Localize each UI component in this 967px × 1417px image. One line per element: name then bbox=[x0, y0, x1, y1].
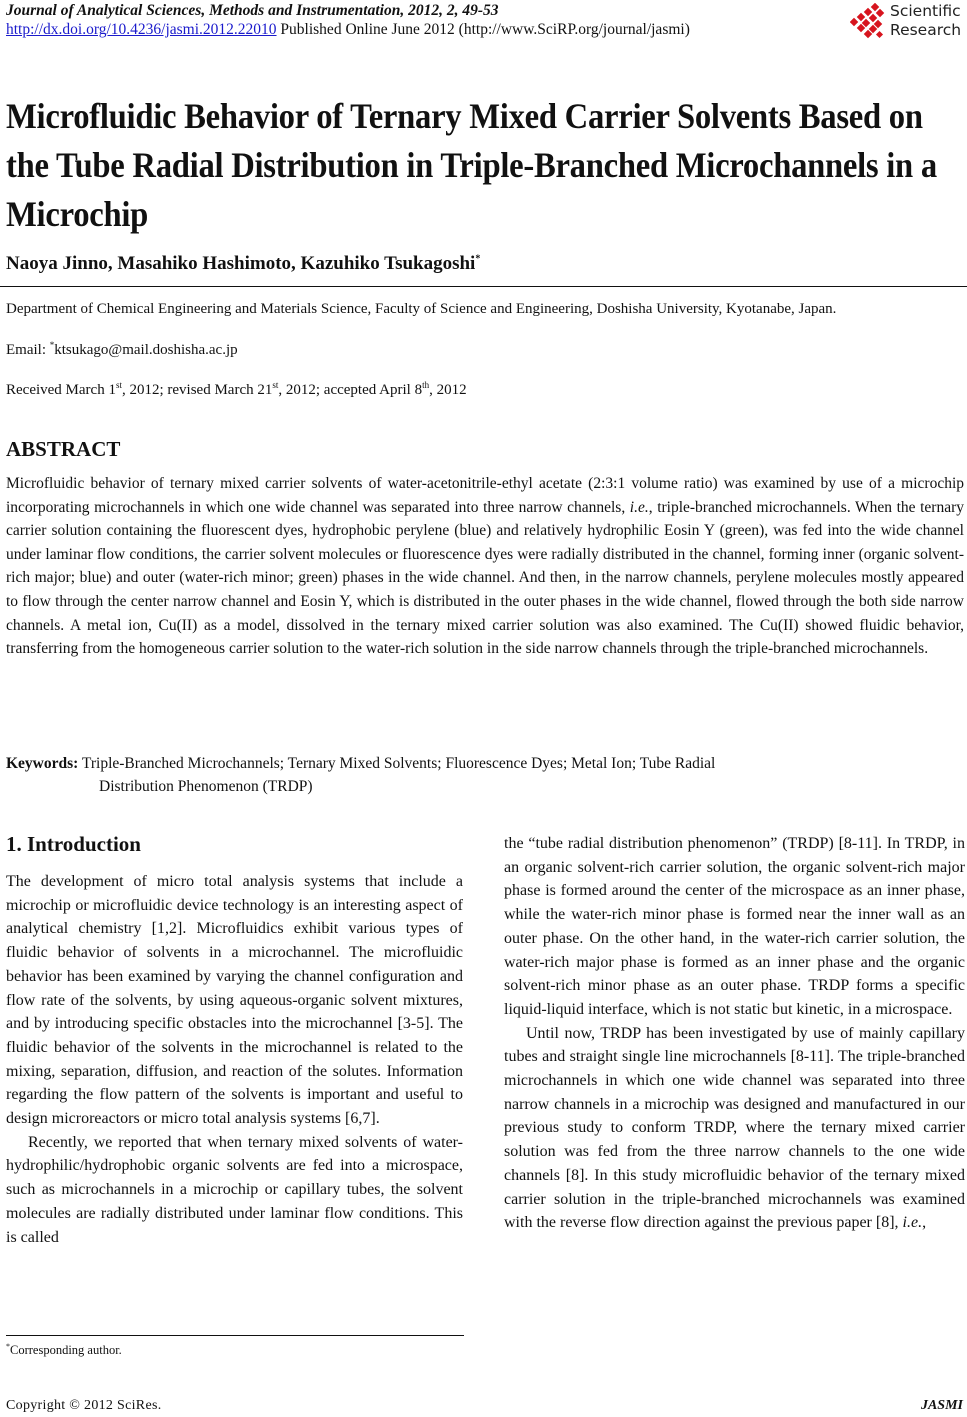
paragraph-ie: i.e. bbox=[902, 1214, 923, 1232]
header-divider bbox=[0, 286, 967, 287]
journal-abbreviation: JASMI bbox=[920, 1398, 963, 1413]
corresponding-mark: * bbox=[475, 253, 481, 265]
footnote-mark: * bbox=[6, 1342, 10, 1351]
ordinal: st bbox=[115, 380, 122, 390]
accepted-text: , 2012; accepted April 8 bbox=[278, 382, 423, 398]
paragraph: the “tube radial distribution phenomenon” (TRDP) [8-11]. In TRDP, in an organic solvent-rich carrier solution, the organic solvent-rich major phase is formed around the center of the microspace as an inner phase, while the water-rich minor phase is formed near the inner wall as an outer phase. On the other hand, in the water-rich carrier solution, the water-rich major phase is formed as an inner phase and the organic solvent-rich minor phase as an outer phase. TRDP forms a specific liquid-liquid interface, which is not static but kinetic, in a microspace. bbox=[504, 835, 965, 1018]
author-list bbox=[6, 253, 480, 275]
introduction-heading: 1. Introduction bbox=[6, 832, 141, 856]
article-title: Microfluidic Behavior of Ternary Mixed Carrier Solvents Based on the Tube Radial Distribution in Triple-Branched Microchannels in a Microchip bbox=[6, 96, 937, 234]
authors-text: Naoya Jinno, Masahiko Hashimoto, Kazuhiko Tsukagoshi bbox=[6, 253, 476, 274]
revised-text: , 2012; revised March 21 bbox=[121, 382, 273, 398]
email-address[interactable]: ktsukago@mail.doshisha.ac.jp bbox=[54, 342, 238, 358]
received-text: Received March 1 bbox=[6, 382, 116, 398]
year-text: , 2012 bbox=[429, 382, 467, 398]
abstract-body bbox=[6, 472, 964, 661]
received-dates bbox=[6, 380, 467, 399]
paragraph: Recently, we reported that when ternary mixed solvents of water-hydrophilic/hydrophobic organic solvents are fed into a microspace, such as microchannels in a microchip or capillary tubes, the solvent molecules are radially distributed under laminar flow conditions. This is called bbox=[6, 1133, 463, 1246]
email-mark: * bbox=[49, 340, 55, 350]
left-column bbox=[6, 870, 463, 1249]
paragraph-text: Until now, TRDP has been investigated by use of mainly capillary tubes and straight single line microchannels [8-11]. The triple-branched microchannels in which one wide channel was separated into three narrow channels in a microchip was designed and manufactured in our previous study to conform TRDP, where the ternary mixed carrier solution was fed from the three narrow channels to the one wide channels [8]. In this study microfluidic behavior of the ternary mixed carrier solution in the triple-branched microchannels was examined with the reverse flow direction against the previous paper [8], bbox=[504, 1024, 965, 1232]
journal-title: Journal of Analytical Sciences, Methods and Instrumentation bbox=[6, 2, 401, 19]
logo-text bbox=[890, 2, 961, 40]
abstract-text: Microfluidic behavior of ternary mixed carrier solvents of water-acetonitrile-ethyl acetate (2:3:1 volume ratio) was examined by use of a microchip incorporating microchannels in which one wide channel was separated into three narrow channels, bbox=[6, 475, 964, 516]
published-online-text: Published Online June 2012 (http://www.SciRP.org/journal/jasmi) bbox=[276, 21, 690, 38]
scientific-research-logo bbox=[850, 2, 967, 42]
affiliation: Department of Chemical Engineering and Materials Science, Faculty of Science and Engineering, Doshisha University, Kyotanabe, Japan. bbox=[6, 301, 837, 317]
doi-link[interactable]: http://dx.doi.org/10.4236/jasmi.2012.22010 bbox=[6, 21, 277, 38]
logo-line-2: Research bbox=[890, 21, 962, 39]
abstract-ie: i.e. bbox=[629, 498, 649, 516]
copyright: Copyright © 2012 SciRes. bbox=[6, 1398, 162, 1413]
keywords-label: Keywords: bbox=[6, 755, 79, 772]
abstract-text: , triple-branched microchannels. When the ternary carrier solution containing the fluorescent dyes, hydrophobic perylene (blue) and relatively hydrophilic Eosin Y (green), was fed into the wide channel under laminar flow conditions, the carrier solvent molecules or fluorescence dyes were radially distributed in the channel, forming inner (organic solvent-rich major; blue) and outer (water-rich minor; green) phases in the wide channel. And then, in the narrow channels, perylene molecules mostly appeared to flow through the center narrow channel and Eosin Y, which is distributed in the outer phases in the wide channel, flowed through the both side narrow channels. A metal ion, Cu(II) as a model, dissolved in the ternary mixed carrier solution was also examined. The Cu(II) showed fluidic behavior, transferring from the homogeneous carrier solution to the water-rich solution in the side narrow channels through the triple-branched microchannels. bbox=[6, 498, 964, 658]
journal-citation: , 2012, 2, 49-53 bbox=[400, 2, 499, 19]
ordinal: st bbox=[272, 380, 279, 390]
journal-title-line bbox=[6, 2, 498, 20]
paragraph: The development of micro total analysis systems that include a microchip or microfluidic device technology is an interesting aspect of analytical chemistry [1,2]. Microfluidics exhibit various types of fluidic behavior of solvents in a microchannel. The microfluidic behavior has been examined by varying the channel configuration and flow rate of the solvents, by using aqueous-organic solvent mixtures, and by introducing specific obstacles into the microchannel [3-5]. The fluidic behavior of the solvents in the microchannel is related to the mixing, separation, diffusion, and reaction of the solutes. Information regarding the flow pattern of the solvents is important and useful to design microreactors or micro total analysis systems [6,7]. bbox=[6, 873, 463, 1128]
email-line bbox=[6, 340, 238, 359]
footnote bbox=[6, 1342, 122, 1358]
right-column bbox=[504, 832, 965, 1235]
ordinal: th bbox=[422, 380, 430, 390]
abstract-heading: ABSTRACT bbox=[6, 437, 121, 461]
diamond-cluster-icon bbox=[850, 3, 888, 41]
email-label: Email: bbox=[6, 342, 50, 358]
publication-line bbox=[6, 21, 690, 39]
footnote-text: Corresponding author. bbox=[10, 1343, 122, 1358]
keywords-line-2: Distribution Phenomenon (TRDP) bbox=[99, 778, 313, 795]
logo-line-1: Scientific bbox=[890, 2, 961, 20]
footnote-divider bbox=[6, 1335, 464, 1336]
keywords bbox=[6, 752, 715, 798]
keywords-line-1: Triple-Branched Microchannels; Ternary Mixed Solvents; Fluorescence Dyes; Metal Ion; Tube Radial bbox=[78, 755, 716, 772]
paragraph: Until now, TRDP has been investigated by use of mainly capillary tubes and straight single line microchannels [8-11]. The triple-branched microchannels in which one wide channel was separated into three narrow channels in a microchip was designed and manufactured in our previous study to conform TRDP, where the ternary mixed carrier solution was fed from the three narrow channels to the one wide channels [8]. In this study microfluidic behavior of the ternary mixed carrier solution in the triple-branched microchannels was examined with the reverse flow direction against the previous paper [8], i.e., bbox=[504, 1024, 965, 1232]
